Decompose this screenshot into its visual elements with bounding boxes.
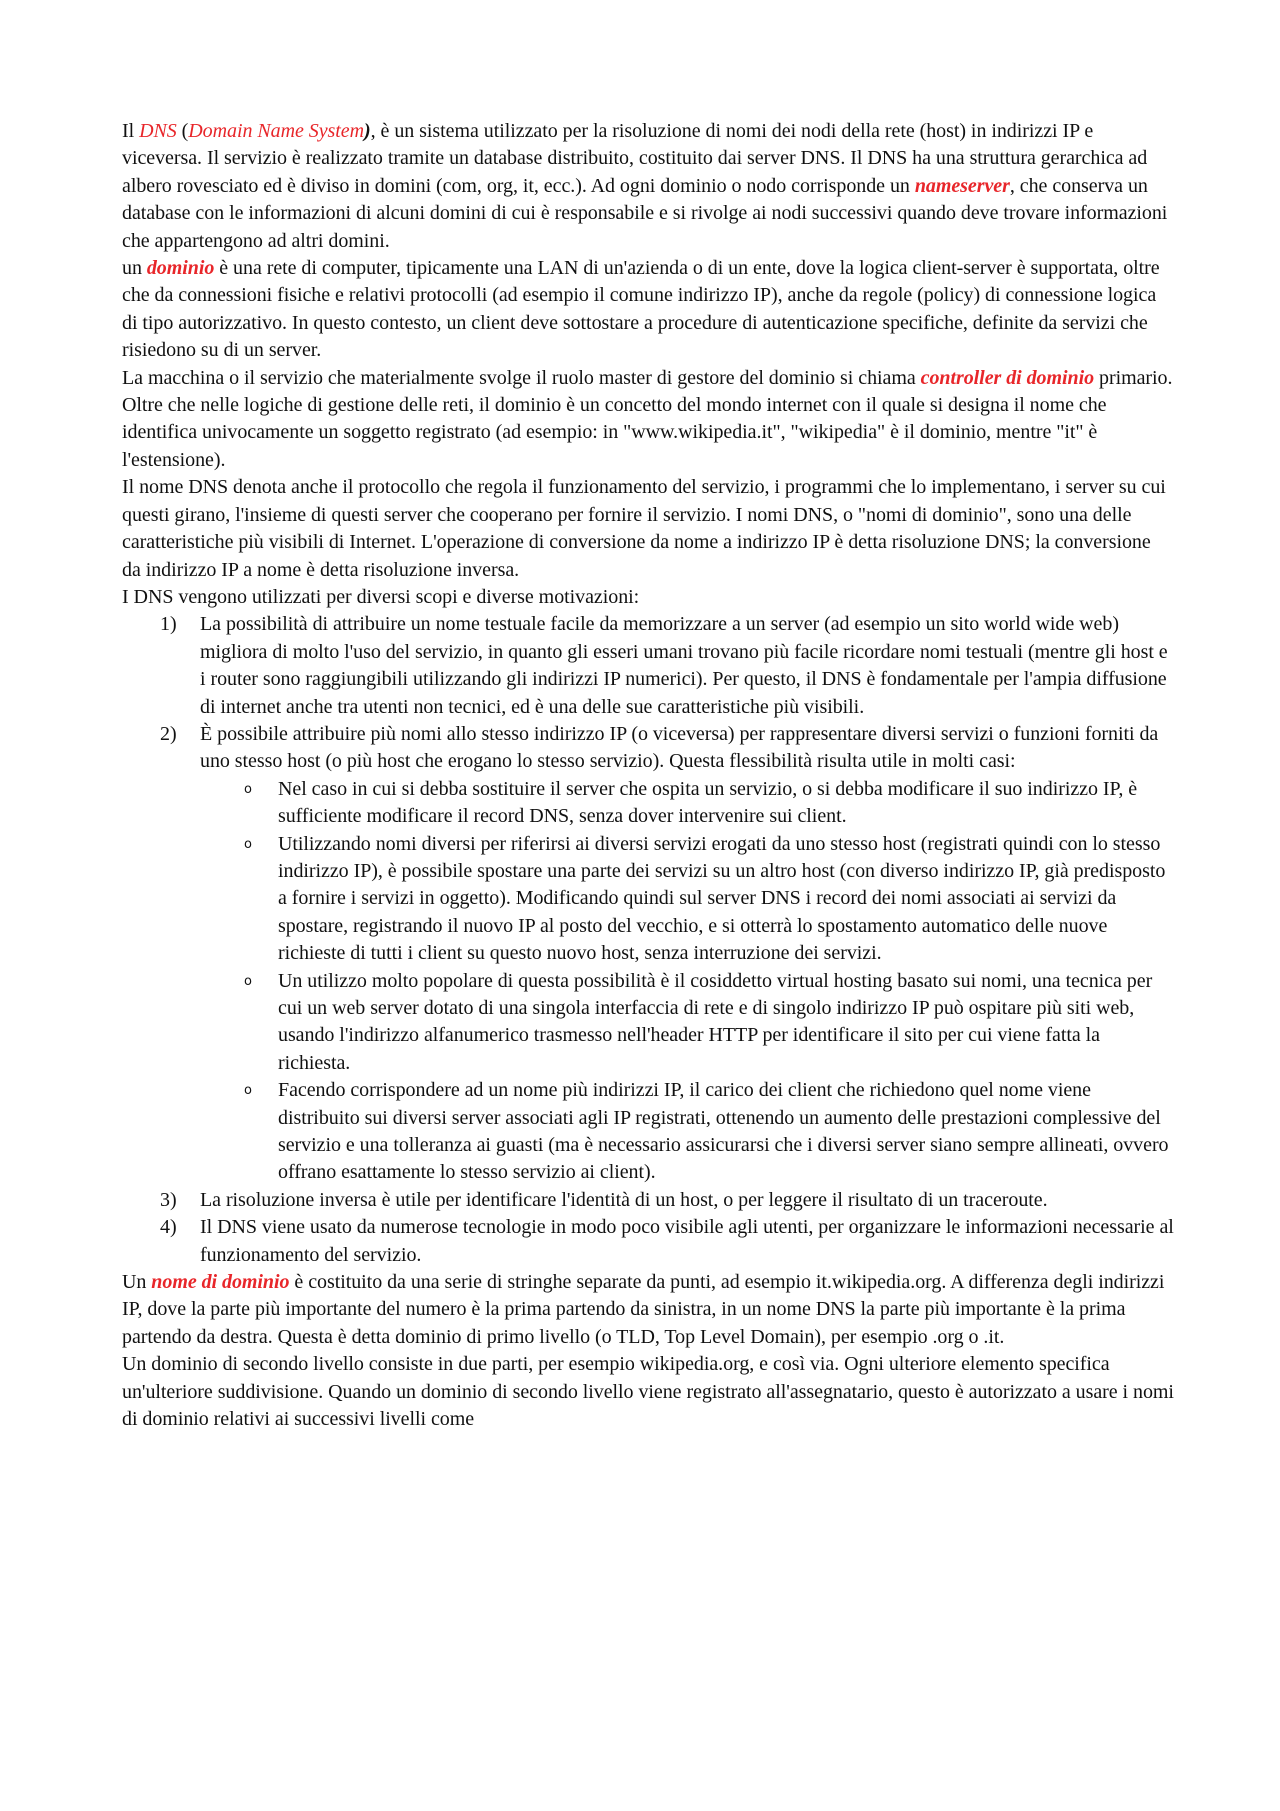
list-item: 1) La possibilità di attribuire un nome testuale facile da memorizzare a un server (ad esempio un sito world wide web) migliora di molto l'uso del servizio, in quanto gli esseri umani trovano più facile ricordare nomi testuali (mentre gli host e i router sono raggiungibili utilizzando gli indirizzi IP numerici). Per questo, il DNS è fondamentale per l'ampia diffusione di internet anche tra utenti non tecnici, ed è una delle sue caratteristiche più visibili. (160, 613, 1168, 718)
term-nameserver: nameserver (914, 174, 1010, 197)
circle-bullet-icon: o (244, 973, 252, 989)
list-item: 3) La risoluzione inversa è utile per identificare l'identità di un host, o per leggere il risultato di un traceroute. (122, 1187, 1174, 1214)
circle-bullet-icon: o (244, 836, 252, 852)
document-page (122, 118, 1174, 1434)
paragraph-controller: La macchina o il servizio che materialmente svolge il ruolo master di gestore del dominio si chiama controller di dominio primario. (122, 366, 1173, 389)
term-domain-name-system: Domain Name System (188, 120, 365, 142)
term-dns: DNS (139, 120, 177, 142)
paragraph-dns-protocol: Il nome DNS denota anche il protocollo che regola il funzionamento del servizio, i programmi che lo implementano, i server su cui questi girano, l'insieme di questi server che cooperano per fornire il servizio. I nomi DNS, o "nomi di dominio", sono una delle caratteristiche più visibili di Internet. L'operazione di conversione da nome a indirizzo IP è detta risoluzione DNS; la conversione da indirizzo IP a nome è detta risoluzione inversa. (122, 476, 1166, 581)
sub-list (200, 776, 1174, 1187)
circle-bullet-icon: o (244, 781, 252, 797)
term-dominio: dominio (146, 257, 215, 280)
list-item: 4) Il DNS viene usato da numerose tecnologie in modo poco visibile agli utenti, per organizzare le informazioni necessarie al funzionamento del servizio. (160, 1216, 1174, 1266)
sub-list-item: o Utilizzando nomi diversi per riferirsi ai diversi servizi erogati da uno stesso host (registrati quindi con lo stesso indirizzo IP), è possibile spostare una parte dei servizi su un altro host (con diverso indirizzo IP, già predisposto a fornire i servizi in oggetto). Modificando quindi sul server DNS i record dei nomi associati ai servizi da spostare, registrando il nuovo IP al posto del vecchio, e si otterrà lo spostamento automatico delle nuove richieste di tutti i client su questo nuovo host, senza interruzione dei servizi. (244, 832, 1166, 965)
list-number: 1) (160, 613, 177, 636)
list-number: 4) (160, 1216, 177, 1239)
list-number: 2) (160, 722, 177, 745)
paragraph-dns-intro: Il DNS (Domain Name System), è un sistema utilizzato per la risoluzione di nomi dei nodi della rete (host) in indirizzi IP e viceversa. Il servizio è realizzato tramite un database distribuito, costituito dai server DNS. Il DNS ha una struttura gerarchica ad albero rovesciato ed è diviso in domini (com, org, it, ecc.). Ad ogni dominio o nodo corrisponde un nameserver, che conserva un database con le informazioni di alcuni domini di cui è responsabile e si rivolge ai nodi successivi quando deve trovare informazioni che appartengono ad altri domini. (122, 120, 1168, 252)
term-nome-di-dominio: nome di dominio (151, 1271, 290, 1294)
uses-list (122, 611, 1174, 1269)
sub-list-item: o Nel caso in cui si debba sostituire il server che ospita un servizio, o si debba modificare il suo indirizzo IP, è sufficiente modificare il record DNS, senza dover intervenire sui client. (244, 777, 1138, 828)
paragraph-nome-dominio: Un nome di dominio è costituito da una serie di stringhe separate da punti, ad esempio it.wikipedia.org. A differenza degli indirizzi IP, dove la parte più importante del numero è la prima partendo da sinistra, in un nome DNS la parte più importante è la prima partendo da destra. Questa è detta dominio di primo livello (o TLD, Top Level Domain), per esempio .org o .it. (122, 1271, 1165, 1348)
paragraph-second-level: Un dominio di secondo livello consiste in due parti, per esempio wikipedia.org, e così via. Ogni ulteriore elemento specifica un'ulteriore suddivisione. Quando un dominio di secondo livello viene registrato all'assegnatario, questo è autorizzato a usare i nomi di dominio relativi ai successivi livelli come (122, 1353, 1174, 1431)
sub-list-item: o Facendo corrispondere ad un nome più indirizzi IP, il carico dei client che richiedono quel nome viene distribuito sui diversi server associati agli IP registrati, ottenendo un aumento delle prestazioni complessive del servizio e una tolleranza ai guasti (ma è necessario assicurarsi che i diversi server siano sempre allineati, ovvero offrano esattamente lo stesso servizio ai client). (244, 1079, 1169, 1184)
sub-list-item: o Un utilizzo molto popolare di questa possibilità è il cosiddetto virtual hosting basato sui nomi, una tecnica per cui un web server dotato di una singola interfaccia di rete e di singolo indirizzo IP può ospitare più siti web, usando l'indirizzo alfanumerico trasmesso nell'header HTTP per identificare il sito per cui viene fatta la richiesta. (244, 969, 1153, 1074)
list-number: 3) (160, 1188, 177, 1211)
list-item: 2) È possibile attribuire più nomi allo stesso indirizzo IP (o viceversa) per rappresentare diversi servizi o funzioni forniti da uno stesso host (o più host che erogano lo stesso servizio). Questa flessibilità risulta utile in molti casi: o Nel caso in cui si debba sostituire il server che ospita un servizio, o si debba modificare il suo indirizzo IP, è sufficiente modificare il record DNS, senza dover intervenire sui client. o Utilizzando nomi diversi per riferirsi ai diversi servizi erogati da uno stesso host (registrati quindi con lo stesso indirizzo IP), è possibile spostare una parte dei servizi su un altro host (con diverso indirizzo IP, già predisposto a fornire i servizi in oggetto). Modificando quindi sul server DNS i record dei nomi associati ai servizi da spostare, registrando il nuovo IP al posto del vecchio, e si otterrà lo spostamento automatico delle nuove richieste di tutti i client su questo nuovo host, senza interruzione dei servizi. o Un utilizzo molto popolare di questa possibilità è il cosiddetto virtual hosting basato sui nomi, una tecnica per cui un web server dotato di una singola interfaccia di rete e di singolo indirizzo IP può ospitare più siti web, usando l'indirizzo alfanumerico trasmesso nell'header HTTP per identificare il sito per cui viene fatta la richiesta. o Facendo corrispondere ad un nome più indirizzi IP, il carico dei client che richiedono quel nome viene distribuito sui diversi server associati agli IP registrati, ottenendo un aumento delle prestazioni complessive del servizio e una tolleranza ai guasti (ma è necessario assicurarsi che i diversi server siano sempre allineati, ovvero offrano esattamente lo stesso servizio ai client). (122, 721, 1174, 1187)
term-controller-di-dominio: controller di dominio (920, 366, 1095, 389)
circle-bullet-icon: o (244, 1083, 252, 1099)
paragraph-dominio: un dominio è una rete di computer, tipicamente una LAN di un'azienda o di un ente, dove la logica client-server è supportata, oltre che da connessioni fisiche e relativi protocolli (ad esempio il comune indirizzo IP), anche da regole (policy) di connessione logica di tipo autorizzativo. In questo contesto, un client deve sottostare a procedure di autenticazione specifiche, definite da servizi che risiedono su di un server. (122, 257, 1160, 362)
paragraph-internet-domain: Oltre che nelle logiche di gestione delle reti, il dominio è un concetto del mondo internet con il quale si designa il nome che identifica univocamente un soggetto registrato (ad esempio: in "www.wikipedia.it", "wikipedia" è il dominio, mentre "it" è l'estensione). (122, 394, 1107, 471)
paragraph-dns-uses: I DNS vengono utilizzati per diversi scopi e diverse motivazioni: (122, 585, 640, 608)
